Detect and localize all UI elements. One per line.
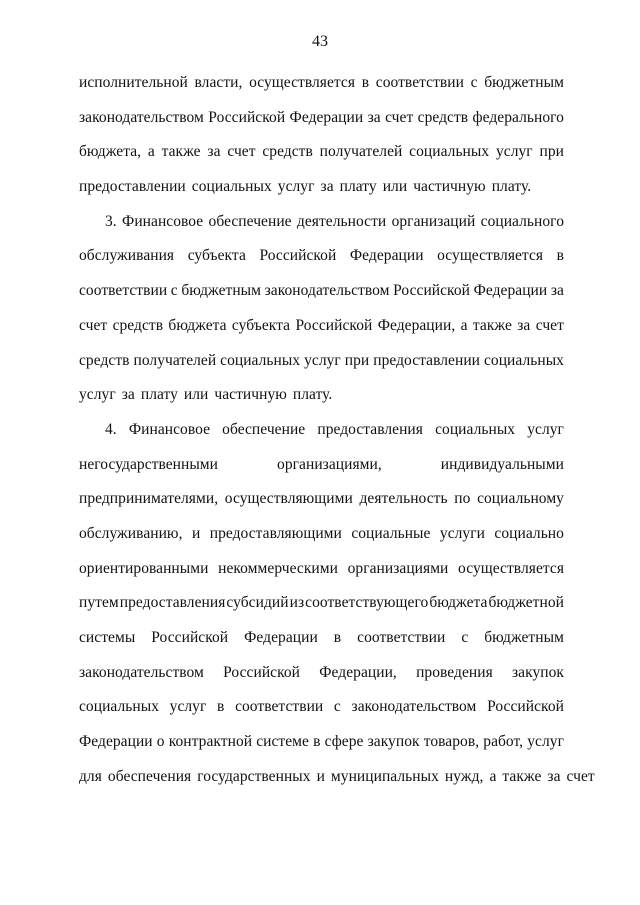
word: федерального [472, 108, 564, 126]
word: негосударственными [79, 455, 219, 473]
word: из [289, 594, 305, 612]
text-line [79, 413, 564, 448]
word: счет [566, 767, 595, 785]
word: власти, [194, 74, 243, 91]
text-line [79, 274, 564, 309]
word: Финансовое [128, 420, 211, 438]
word: Федерации [79, 733, 153, 751]
word: бюджетной [488, 594, 564, 612]
word: предоставлении [373, 351, 481, 369]
word: осуществляющими [224, 490, 353, 508]
word: контрактной [168, 733, 253, 751]
document-body [79, 66, 595, 794]
word: соответствии [357, 629, 446, 646]
text-line [79, 517, 564, 552]
text-line [79, 760, 595, 795]
word: счет [385, 108, 414, 126]
word: Российской [259, 247, 337, 265]
text-line [79, 552, 564, 587]
text-line [79, 309, 564, 344]
word: бюджетным [181, 282, 262, 300]
word: социальных [79, 698, 159, 716]
text-line [79, 725, 564, 760]
word: соответствии [235, 698, 324, 716]
word: социальных [435, 420, 516, 438]
word: законодательством [351, 698, 477, 716]
word: с [170, 282, 178, 300]
word: осуществляется [249, 74, 356, 91]
word: исполнительной [79, 74, 188, 91]
word: организаций [391, 212, 476, 230]
word: при [539, 143, 564, 161]
word: с [333, 698, 341, 716]
word: законодательством [79, 108, 204, 126]
word: услуг [527, 420, 564, 438]
text-line [79, 448, 564, 483]
text-line [79, 690, 564, 725]
text-line [79, 378, 564, 413]
text-line [79, 344, 564, 379]
word: социальному [477, 490, 564, 508]
word: за [367, 108, 381, 126]
word: социальных [220, 351, 301, 369]
word: получателей [319, 143, 403, 161]
word: бюджета, [79, 143, 142, 161]
word: социальные [351, 524, 431, 542]
word: при [344, 351, 370, 369]
word: обеспечения [107, 767, 192, 785]
word: счет [535, 316, 564, 334]
paragraph-p-3 [79, 205, 564, 413]
paragraph-p-continued [79, 66, 564, 205]
word: организациями, [277, 455, 382, 473]
word: также [472, 316, 512, 334]
text-line [79, 205, 564, 240]
word: бюджетным [484, 74, 564, 91]
word: частичную [214, 386, 287, 404]
word: Российской [223, 663, 301, 681]
word: услуг [527, 733, 564, 751]
page-number: 43 [312, 33, 328, 50]
word: деятельности [296, 212, 387, 230]
word: услуг [169, 698, 207, 716]
word: соответствии [375, 74, 464, 91]
word: законодательством [79, 663, 204, 681]
word: предоставления [119, 594, 226, 612]
word: социального [480, 212, 564, 230]
word: в [217, 698, 225, 716]
word: также [502, 767, 542, 785]
word: некоммерческими [218, 559, 338, 577]
word: и [191, 524, 201, 542]
word: Федерации [349, 247, 424, 265]
word: или [382, 178, 408, 196]
word: Федерации [473, 282, 548, 300]
word: предоставлении [79, 178, 186, 196]
word: 4. [105, 420, 117, 438]
word: в [313, 733, 321, 751]
text-line [79, 621, 564, 656]
word: счет [227, 143, 256, 161]
word: деятельность [359, 490, 448, 508]
word: проведения [416, 663, 493, 681]
text-line [79, 482, 564, 517]
word: Российской [208, 108, 286, 126]
word: Федерации [244, 629, 318, 646]
word: в [333, 629, 342, 646]
word: услуг [79, 386, 116, 404]
word: в [361, 74, 370, 91]
word: товаров, [423, 733, 480, 751]
word: обеспечение [208, 212, 292, 230]
word: или [183, 386, 209, 404]
word: сфере [324, 733, 364, 751]
word: услуг [277, 178, 315, 196]
word: бюджетным [484, 629, 564, 646]
word: за [320, 178, 334, 196]
word: субъекта [187, 247, 246, 265]
word: а [147, 143, 155, 161]
word: Финансовое [122, 212, 204, 230]
text-line [79, 101, 564, 136]
word: системе [256, 733, 309, 751]
word: средств [79, 351, 130, 369]
word: плату. [491, 178, 532, 196]
text-line [79, 586, 564, 621]
word: обслуживания [79, 247, 175, 265]
text-line [79, 135, 564, 170]
word: услуг [495, 143, 533, 161]
text-line [79, 656, 564, 691]
word: муниципальных [330, 767, 439, 785]
word: в [556, 247, 564, 265]
word: субсидий [226, 594, 289, 612]
word: Федерации, [319, 663, 397, 681]
word: бюджета [429, 594, 488, 612]
word: предпринимателями, [79, 490, 219, 508]
word: Федерации [289, 108, 364, 126]
word: работ, [483, 733, 524, 751]
word: Федерации, [377, 316, 456, 334]
word: Российской [151, 629, 229, 646]
text-line [79, 170, 564, 205]
word: обеспечение [222, 420, 306, 438]
word: организациями [347, 559, 449, 577]
word: законодательством [264, 282, 390, 300]
word: системы [79, 629, 136, 646]
word: 3. [105, 212, 117, 230]
text-line [79, 66, 564, 101]
word: обслуживанию, [79, 524, 183, 542]
word: социальных [409, 143, 490, 161]
word: социально [494, 524, 564, 542]
word: услуг [304, 351, 341, 369]
word: плату [339, 178, 377, 196]
word: социальных [483, 351, 564, 369]
word: а [489, 767, 497, 785]
word: Российской [393, 282, 470, 300]
word: для [79, 767, 102, 785]
word: предоставляющими [209, 524, 342, 542]
word: и [316, 767, 325, 785]
word: бюджета [168, 316, 227, 334]
word: о [156, 733, 165, 751]
word: средств [417, 108, 469, 126]
word: субъекта [231, 316, 291, 334]
word: индивидуальными [440, 455, 564, 473]
word: ориентированными [79, 559, 209, 577]
word: за [550, 282, 564, 300]
word: с [461, 629, 469, 646]
word: закупок [512, 663, 564, 681]
word: по [454, 490, 471, 508]
word: средств [262, 143, 313, 161]
word: за [547, 767, 561, 785]
word: получателей [133, 351, 217, 369]
word: нужд, [444, 767, 484, 785]
word: осуществляется [437, 247, 544, 265]
word: услуги [439, 524, 485, 542]
word: плату [140, 386, 178, 404]
word: а [460, 316, 468, 334]
word: также [161, 143, 201, 161]
word: закупок [367, 733, 420, 751]
word: социальных [191, 178, 272, 196]
word: счет [79, 316, 108, 334]
text-line [79, 239, 564, 274]
word: плату. [292, 386, 333, 404]
word: соответствии [79, 282, 168, 300]
paragraph-p-4 [79, 413, 595, 795]
word: за [517, 316, 531, 334]
word: предоставления [317, 420, 423, 438]
word: за [121, 386, 135, 404]
word: государственных [197, 767, 311, 785]
word: с [470, 74, 478, 91]
word: путем [79, 594, 119, 612]
word: осуществляется [458, 559, 564, 577]
word: Российской [487, 698, 564, 716]
word: Российской [295, 316, 373, 334]
word: частичную [413, 178, 486, 196]
word: за [207, 143, 221, 161]
word: соответствующего [305, 594, 429, 612]
word: средств [112, 316, 164, 334]
